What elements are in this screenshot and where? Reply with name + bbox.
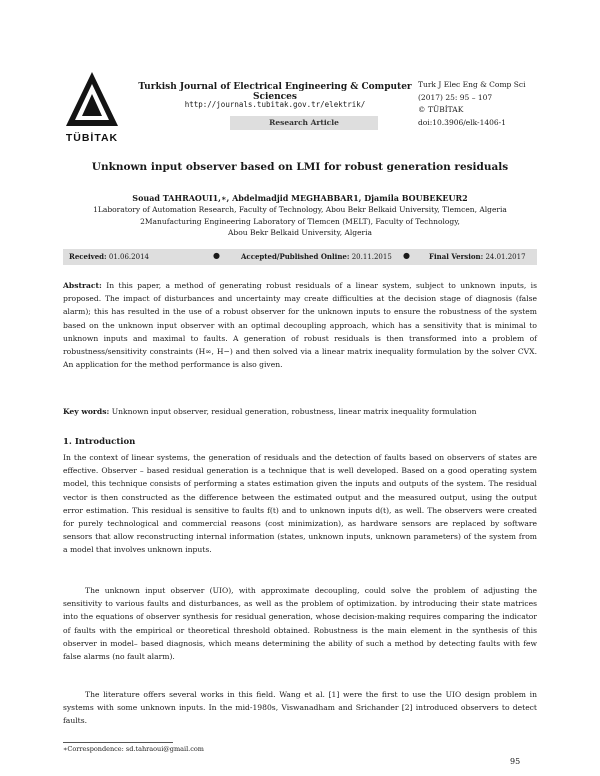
paragraph: The literature offers several works in this field. Wang et al. [1] were the first to use the UIO design problem in systems with some unknown inputs. In the mid-1980s, Viswanadham and Srichander [2] introduced observers to detect faults. — [63, 690, 537, 726]
journal-volume: (2017) 25: 95 – 107 — [418, 92, 493, 102]
tubitak-logo-icon — [64, 70, 120, 128]
article-type-badge: Research Article — [230, 116, 378, 130]
affiliation-1: 1Laboratory of Automation Research, Faculty of Technology, Abou Bekr Belkaid University, Tlemcen, Algeria — [93, 205, 507, 214]
bullet-separator: ● — [403, 251, 410, 260]
journal-abbrev: Turk J Elec Eng & Comp Sci — [418, 80, 526, 89]
authors: Souad TAHRAOUI1,∗, Abdelmadjid MEGHABBAR1, Djamila BOUBEKEUR2 — [132, 193, 468, 203]
bullet-separator: ● — [213, 251, 220, 260]
abstract-label: Abstract: — [63, 281, 102, 290]
paper-title: Unknown input observer based on LMI for robust generation residuals — [91, 161, 509, 173]
accepted-date: Accepted/Published Online: 20.11.2015 — [241, 252, 392, 261]
keywords — [63, 406, 537, 418]
correspondence-footnote: ∗Correspondence: sd.tahraoui@gmail.com — [63, 745, 204, 753]
affiliation-3: Abou Bekr Belkaid University, Algeria — [228, 228, 372, 237]
abstract — [63, 279, 537, 371]
paragraph: In the context of linear systems, the generation of residuals and the detection of faults based on observers of states are effective. Observer – based residual generation is a technique that is well developed. Based on a good operating system model, this technique consists of performing a states estimation given the inputs and outputs of the system. The residual vector is then constructed as the difference between the estimated output and the measured output, using the output error estimation. This residual is sensitive to faults f(t) and to unknown inputs d(t), as well. The observers were created for purely technological and commercial reasons (cost minimization), as hardware sensors are replaced by software sensors that allow reconstructing internal information (states, unknown inputs, unknown parameters) of the system from a model that involves unknown inputs. — [63, 453, 537, 555]
final-version-date: Final Version: 24.01.2017 — [429, 252, 526, 261]
journal-name: Turkish Journal of Electrical Engineering & Computer Sciences — [138, 82, 412, 102]
logo-text: TÜBİTAK — [65, 132, 119, 144]
journal-copyright: © TÜBİTAK — [418, 105, 464, 114]
journal-doi[interactable]: doi:10.3906/elk-1406-1 — [418, 117, 506, 127]
journal-url-link[interactable]: http://journals.tubitak.gov.tr/elektrik/ — [184, 100, 366, 109]
paragraph: The unknown input observer (UIO), with approximate decoupling, could solve the problem of adjusting the sensitivity to various faults and disturbances, as well as the problem of optimization. by introducing their state matrices into the equations of observer synthesis for residual generation, whose decision-making requires comparing the indicator of faults with the empirical or theoretical threshold obtained. Robustness is the main element in the synthesis of this observer in model– based diagnosis, which means determining the ability of such a method by detecting faults with few false alarms (no fault alarm). — [63, 586, 537, 662]
abstract-text: In this paper, a method of generating robust residuals of a linear system, subject to unknown inputs, is proposed. The impact of disturbances and uncertainty may create difficulties at the decision stage of diagnosis (false alarm); this has resulted in the use of a robust observer for the unknown inputs to ensure the robustness of the system based on the unknown input observer with an optimal decoupling approach, which has a sensitivity that is minimal to unknown inputs and maximal to faults. A generation of robust residuals is then transformed into a problem of robustness/sensitivity constraints (H∞, H−) and then solved via a linear matrix inequality formulation by the solver CVX. An application for the method performance is also given. — [63, 281, 537, 370]
section-heading: 1. Introduction — [63, 437, 136, 447]
dates-bar — [63, 249, 537, 265]
affiliation-2: 2Manufacturing Engineering Laboratory of Tlemcen (MELT), Faculty of Technology, — [140, 217, 460, 226]
keywords-text: Unknown input observer, residual generation, robustness, linear matrix inequality formulation — [111, 407, 477, 416]
journal-meta — [418, 79, 578, 129]
keywords-label: Key words: — [63, 407, 110, 416]
received-date: Received: 01.06.2014 — [69, 252, 149, 261]
page-number: 95 — [510, 757, 521, 766]
footnote-rule — [63, 742, 173, 743]
